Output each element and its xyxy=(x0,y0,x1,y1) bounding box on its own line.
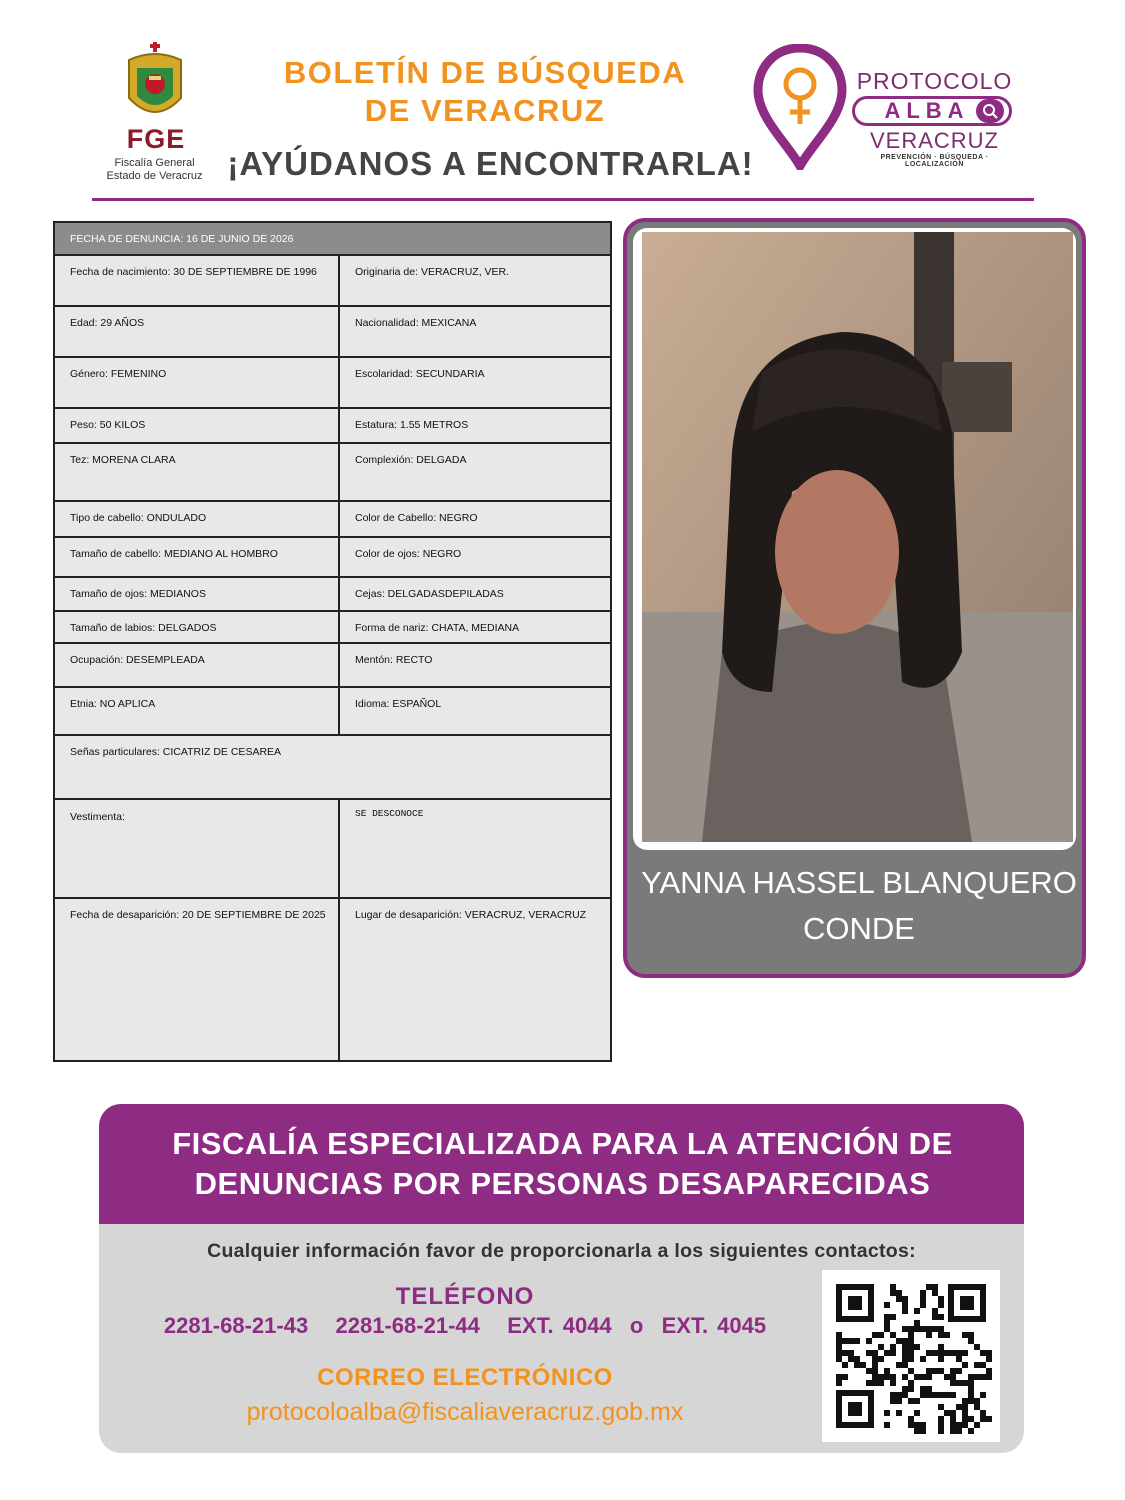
lip-size: Tamaño de labios: DELGADOS xyxy=(55,612,340,642)
missing-person-photo xyxy=(642,232,1073,842)
chin: Mentón: RECTO xyxy=(355,654,433,666)
clothing-value: SE DESCONOCE xyxy=(355,808,424,819)
clothing-row xyxy=(55,800,610,899)
name-line1: YANNA HASSEL BLANQUERO xyxy=(641,865,1077,900)
table-row xyxy=(55,444,610,502)
header-divider xyxy=(92,198,1034,201)
office-title-line2: DENUNCIAS POR PERSONAS DESAPARECIDAS xyxy=(194,1166,931,1201)
qr-code[interactable] xyxy=(822,1270,1000,1442)
ethnicity: Etnia: NO APLICA xyxy=(55,688,340,734)
phone-numbers[interactable]: 2281-68-21-43 2281-68-21-44 EXT. 4044 o EXT. 4045 xyxy=(163,1313,767,1338)
prosecutor-office-title xyxy=(115,1124,1010,1204)
protocol-label-bottom: VERACRUZ xyxy=(869,128,999,153)
bulletin-title-line2: DE VERACRUZ xyxy=(364,93,606,128)
distinguishing-marks: Señas particulares: CICATRIZ DE CESAREA xyxy=(70,746,282,758)
table-row xyxy=(55,578,610,612)
origin: Originaria de: VERACRUZ, VER. xyxy=(355,266,510,278)
disappearance-date: Fecha de desaparición: 20 DE SEPTIEMBRE DE 2025 xyxy=(55,899,340,1060)
protocol-label-top: PROTOCOLO xyxy=(856,68,1013,94)
language: Idioma: ESPAÑOL xyxy=(355,698,442,710)
table-row xyxy=(55,307,610,358)
hair-length: Tamaño de cabello: MEDIANO AL HOMBRO xyxy=(55,538,340,576)
weight: Peso: 50 KILOS xyxy=(55,409,340,442)
birth-date: Fecha de nacimiento: 30 DE SEPTIEMBRE DE 1996 xyxy=(55,256,340,305)
bulletin-title-line1: BOLETÍN DE BÚSQUEDA xyxy=(283,55,687,90)
build: Complexión: DELGADA xyxy=(355,454,467,466)
nationality: Nacionalidad: MEXICANA xyxy=(355,317,477,329)
qr-code-icon xyxy=(822,1270,1000,1442)
agency-name-line1: Fiscalía General xyxy=(114,157,195,169)
table-row xyxy=(55,358,610,409)
gender: Género: FEMENINO xyxy=(55,358,340,407)
table-row xyxy=(55,502,610,538)
table-row xyxy=(55,688,610,736)
missing-person-name xyxy=(630,860,1088,952)
email-address[interactable]: protocoloalba@fiscaliaveracruz.gob.mx xyxy=(246,1398,684,1426)
email-heading: CORREO ELECTRÓNICO xyxy=(317,1364,613,1391)
eye-color: Color de ojos: NEGRO xyxy=(355,548,462,560)
education: Escolaridad: SECUNDARIA xyxy=(355,368,485,380)
report-date-row xyxy=(55,223,610,256)
location-pin-female-icon xyxy=(752,44,848,170)
hair-color: Color de Cabello: NEGRO xyxy=(355,512,478,524)
missing-person-details-table xyxy=(53,221,612,1062)
office-title-line1: FISCALÍA ESPECIALIZADA PARA LA ATENCIÓN DE xyxy=(172,1126,953,1161)
occupation: Ocupación: DESEMPLEADA xyxy=(55,644,340,686)
protocol-alba-word: ALBA xyxy=(884,98,970,123)
table-row xyxy=(55,538,610,578)
agency-name xyxy=(92,157,217,183)
distinguishing-marks-row xyxy=(55,736,610,800)
eyebrows: Cejas: DELGADASDEPILADAS xyxy=(355,588,504,600)
fge-emblem-icon xyxy=(115,40,195,126)
table-row xyxy=(55,644,610,688)
phone-heading: TELÉFONO xyxy=(395,1283,535,1310)
table-row xyxy=(55,612,610,644)
agency-name-line2: Estado de Veracruz xyxy=(106,170,203,182)
clothing-label: Vestimenta: xyxy=(55,800,340,897)
eye-size: Tamaño de ojos: MEDIANOS xyxy=(55,578,340,610)
report-date: FECHA DE DENUNCIA: 16 DE JUNIO DE 2026 xyxy=(70,233,294,245)
disappearance-row xyxy=(55,899,610,1060)
search-icon xyxy=(976,99,1004,123)
table-row xyxy=(55,256,610,307)
nose-shape: Forma de nariz: CHATA, MEDIANA xyxy=(355,622,520,634)
age: Edad: 29 AÑOS xyxy=(55,307,340,356)
skin-tone: Tez: MORENA CLARA xyxy=(55,444,340,500)
contact-instructions: Cualquier información favor de proporcionarla a los siguientes contactos: xyxy=(207,1240,916,1262)
help-find-her-heading: ¡AYÚDANOS A ENCONTRARLA! xyxy=(227,145,754,182)
bulletin-title xyxy=(240,54,730,130)
height: Estatura: 1.55 METROS xyxy=(355,419,469,431)
hair-type: Tipo de cabello: ONDULADO xyxy=(55,502,340,536)
protocol-tagline: PREVENCIÓN · BÚSQUEDA · LOCALIZACIÓN xyxy=(880,154,989,168)
table-row xyxy=(55,409,610,444)
name-line2: CONDE xyxy=(803,911,915,946)
disappearance-place: Lugar de desaparición: VERACRUZ, VERACRUZ xyxy=(355,909,587,921)
agency-abbreviation: FGE xyxy=(126,124,186,154)
